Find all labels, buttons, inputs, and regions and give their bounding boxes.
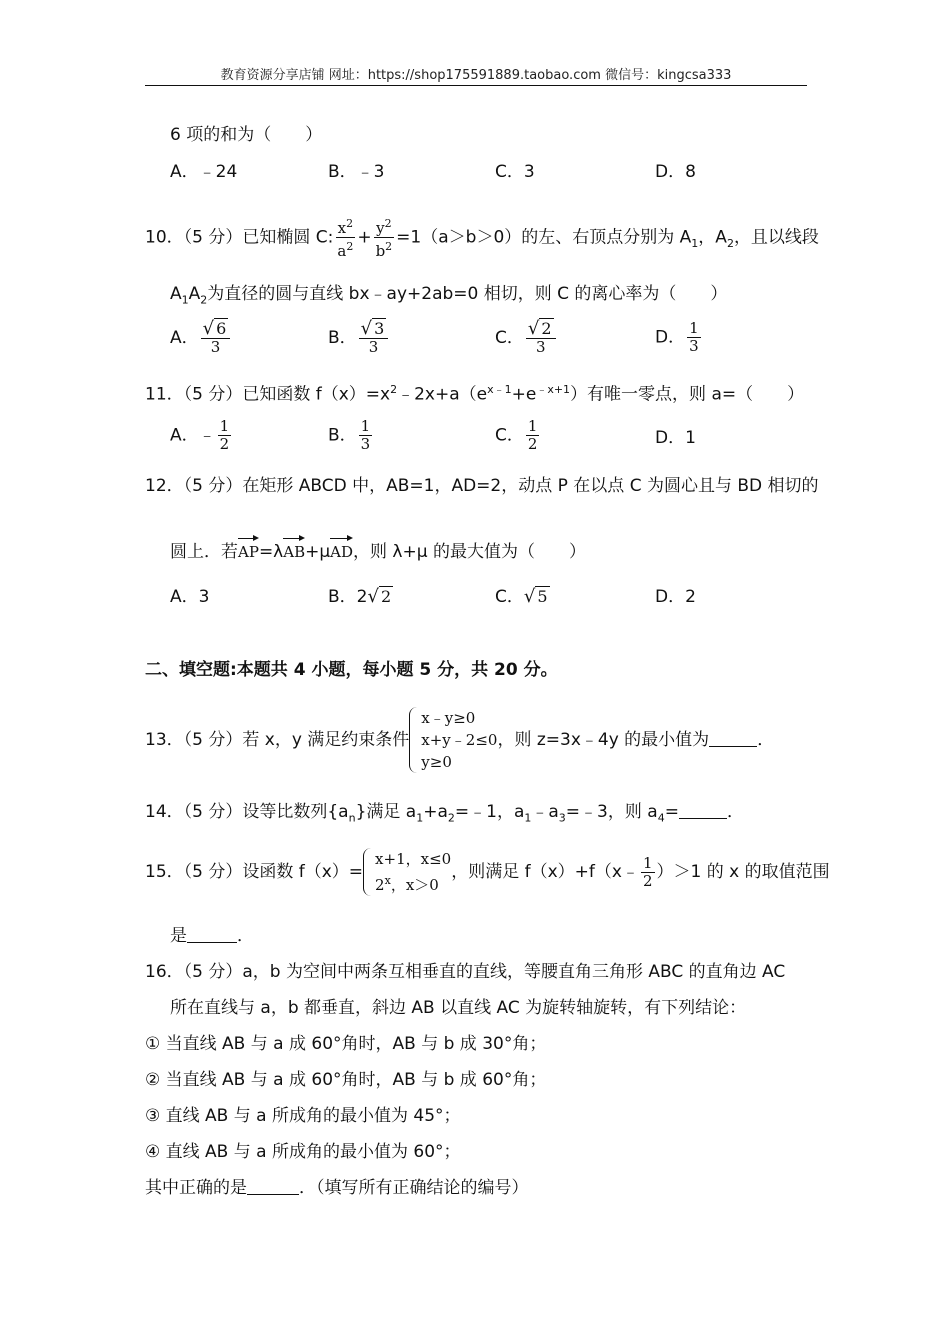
q11-sup-b: ﹣x+1 [536,383,571,396]
q15-piece-2-sup: x [384,874,391,887]
q9-option-a: A．﹣24 [170,162,238,182]
q15-mid: ，则满足 f（x）+f（x﹣ [451,862,639,882]
q10-x: x [337,219,347,237]
q12-option-c: C．√ 5 [495,586,548,607]
q11-sup2: 2 [390,383,398,396]
q12-opt-b-rad: 2 [380,587,392,606]
q10-l2-2: 2 [200,293,208,307]
q12-opt-b-label: B．2 [328,587,368,607]
q16-item-2: ② 当直线 AB 与 a 成 60°角时，AB 与 b 成 60°角； [145,1070,547,1090]
q10-comma: ，A [698,227,727,248]
q11-opt-b-frac [359,418,373,453]
q13-constraint-2: x+y﹣2≤0 [421,731,498,749]
q11-option-a [170,418,233,453]
q10-opt-c-label: C． [495,328,524,348]
q12-plus: +μ [305,542,331,562]
q14-d: =﹣1，a [454,802,525,822]
q10-b: b [375,242,386,260]
q12-vector-ab: AB [283,536,305,564]
q9-option-b: B．﹣3 [328,162,385,182]
q10-a: a [337,242,347,260]
q15-line2-text: 是 [170,926,187,946]
q11-text-d: ）有唯一零点，则 a=（ ） [570,384,805,405]
q15-piece-1: x+1，x≤0 [375,850,452,868]
section-title-fill-in: 二、填空题:本题共 4 小题，每小题 5 分，共 20 分。 [145,660,558,680]
q10-opt-b-frac: $\frac{√ 3}{3}$ [359,320,389,356]
q14-sub-1: 1 [416,811,424,825]
q11-opt-a-label: A． [170,425,199,446]
q14-sub-n: n [348,811,356,825]
q11-opt-a-frac [218,418,232,453]
q15-half [641,855,655,890]
q14-b: }满足 a [355,802,417,822]
q13-constraint-1: x﹣y≥0 [421,709,476,727]
q16-line2: 所在直线与 a，b 都垂直，斜边 AB 以直线 AC 为旋转轴旋转，有下列结论： [170,998,747,1018]
q10-option-b [328,320,390,356]
q10-end1: ，且以线段 [733,227,819,248]
q14-e: ﹣a [531,802,559,822]
q14-f: =﹣3，则 a [565,802,658,822]
q13-stem [145,700,774,780]
q14-stem [145,800,744,830]
q11-stem [145,378,804,407]
q10-stem: 10．（5 分）已知椭圆 C: $\frac{x^2}{a^2}$ + $\frac{y^2}{b^2}$ =1（a＞b＞0）的左、右顶点分别为 $A_1$，$A_2$，且以线段 [145,217,819,260]
q13-constraint-3: y≥0 [421,753,452,771]
q13-prefix: 13．（5 分）若 x，y 满足约束条件 [145,730,410,750]
q15-stem [145,843,830,901]
q12-vector-ad: AD [330,536,353,564]
q13-suffix: ，则 z=3x﹣4y 的最小值为 [497,730,710,750]
q10-opt-a-frac: $\frac{√ 6}{3}$ [201,320,231,356]
q15-piece-2-base: 2 [375,876,385,894]
q10-opt-b-rad: 3 [374,319,385,338]
q10-option-a [170,320,232,356]
q10-line2 [170,282,727,312]
q13-end: ． [757,730,775,750]
q11-opt-c-label: C． [495,425,524,446]
q10-sq-2: 2 [346,240,354,253]
q13-answer-blank[interactable] [709,728,757,747]
q14-c: +a [423,802,448,822]
q12-option-d: D．2 [655,587,696,607]
q11-option-d: D．1 [655,428,696,448]
q14-sub-3: 1 [524,811,532,825]
q11-option-c [495,418,541,453]
q11-opt-a-sign: ﹣ [198,425,216,446]
q15-piece-2 [375,870,451,896]
q9-option-d: D．8 [655,162,696,182]
q10-sq-4: 2 [385,240,393,253]
q10-fraction-y [374,215,395,260]
q16-last-b: ．（填写所有正确结论的编号） [299,1178,529,1198]
q10-opt-c-rad: 2 [541,319,552,338]
header-rule [145,85,807,86]
q15-piece-2-rest: ，x＞0 [390,876,439,894]
q15-line2 [170,924,254,948]
q15-answer-blank[interactable] [187,924,237,943]
q9-continuation: 6 项的和为（ ） [170,125,323,145]
q12-vector-ap: AP [238,536,259,564]
q11-opt-a-den: 2 [219,435,230,453]
q10-prefix: 10．（5 分）已知椭圆 C: [145,227,334,248]
q15-suffix: ）＞1 的 x 的取值范围 [656,862,830,882]
q11-text-a: 11．（5 分）已知函数 f（x）=x [145,384,391,405]
q11-opt-c-den: 2 [527,435,538,453]
q9-option-c: C．3 [495,162,535,182]
q11-opt-b-num: 1 [360,417,371,435]
q11-opt-a-num: 1 [219,417,230,435]
q15-piecewise [363,848,451,896]
q14-a: 14．（5 分）设等比数列{a [145,802,349,822]
q12-option-b: B．2√ 2 [328,586,392,607]
q10-opt-d-label: D． [655,327,686,348]
q10-option-d [655,320,703,355]
q15-den: 2 [642,871,653,890]
q13-constraint-system [409,707,497,773]
q10-l2-A: A [170,284,182,304]
q10-sq-3: 2 [384,217,392,230]
q16-item-3: ③ 直线 AB 与 a 所成角的最小值为 45°； [145,1106,461,1126]
q14-end: ． [726,802,744,822]
q14-sub-2: 2 [447,811,455,825]
q16-item-1: ① 当直线 AB 与 a 成 60°角时，AB 与 b 成 30°角； [145,1034,547,1054]
q10-y: y [376,219,385,237]
q15-end: ． [237,926,254,946]
q10-opt-b-label: B． [328,328,357,348]
q12-l2-b: ，则 λ+μ 的最大值为（ ） [353,542,586,562]
q11-option-b [328,418,374,453]
q10-l2-A2: A [188,284,201,304]
q12-line1: 12．（5 分）在矩形 ABCD 中，AB=1，AD=2，动点 P 在以点 C 为圆心且与 BD 相切的 [145,476,819,496]
q10-fraction-x [335,215,355,260]
q11-opt-b-den: 3 [360,435,371,453]
q11-opt-c-frac [526,418,540,453]
page-header: 教育资源分享店铺 网址：https://shop175591889.taobao.com 微信号：kingcsa333 [220,68,732,83]
q10-sub1: 1 [691,236,699,250]
q10-sq-1: 2 [346,217,354,230]
q16-last-a: 其中正确的是 [145,1178,247,1198]
q10-opt-a-rad: 6 [216,319,227,338]
q12-option-a: A．3 [170,587,210,607]
q10-option-c [495,320,558,356]
q15-prefix: 15．（5 分）设函数 f（x）= [145,862,364,882]
q12-opt-c-label: C． [495,587,524,607]
q10-opt-c-frac: $\frac{√ 2}{3}$ [526,320,556,356]
q11-sup-a: x﹣1 [487,383,512,396]
q12-l2-a: 圆上．若 [170,542,238,562]
q10-opt-a-label: A． [170,328,199,348]
q15-num: 1 [642,853,653,872]
q10-opt-b-den: 3 [368,338,379,356]
q14-sub-4: 3 [558,811,566,825]
q11-opt-c-num: 1 [527,417,538,435]
q14-sub-5: 4 [657,811,665,825]
q16-item-4: ④ 直线 AB 与 a 所成角的最小值为 60°； [145,1142,461,1162]
q10-opt-a-den: 3 [210,338,221,356]
q14-g: = [664,802,679,822]
q11-text-b: ﹣2x+a（e [397,384,488,405]
q10-opt-c-den: 3 [535,338,546,356]
q10-opt-d-den: 3 [689,337,699,355]
q12-opt-c-rad: 5 [537,587,548,606]
q12-eq: =λ [258,542,284,562]
q10-sub2: 2 [726,236,734,250]
q12-line2 [170,536,586,564]
q10-l2-1: 1 [181,293,189,307]
q10-opt-d-num: 1 [689,319,699,337]
q16-last-line [145,1176,529,1200]
q11-text-c: +e [511,384,537,405]
q10-l2-rest: 为直径的圆与直线 bx﹣ay+2ab=0 相切，则 C 的离心率为（ ） [207,284,728,304]
q14-answer-blank[interactable] [679,800,727,819]
q16-answer-blank[interactable] [247,1176,299,1195]
q10-opt-d-frac [687,320,701,355]
q16-line1: 16．（5 分）a，b 为空间中两条互相垂直的直线，等腰直角三角形 ABC 的直角边 AC [145,962,786,982]
q11-opt-b-label: B． [328,425,357,446]
q10-after-eq: =1（a＞b＞0）的左、右顶点分别为 A [396,227,692,248]
